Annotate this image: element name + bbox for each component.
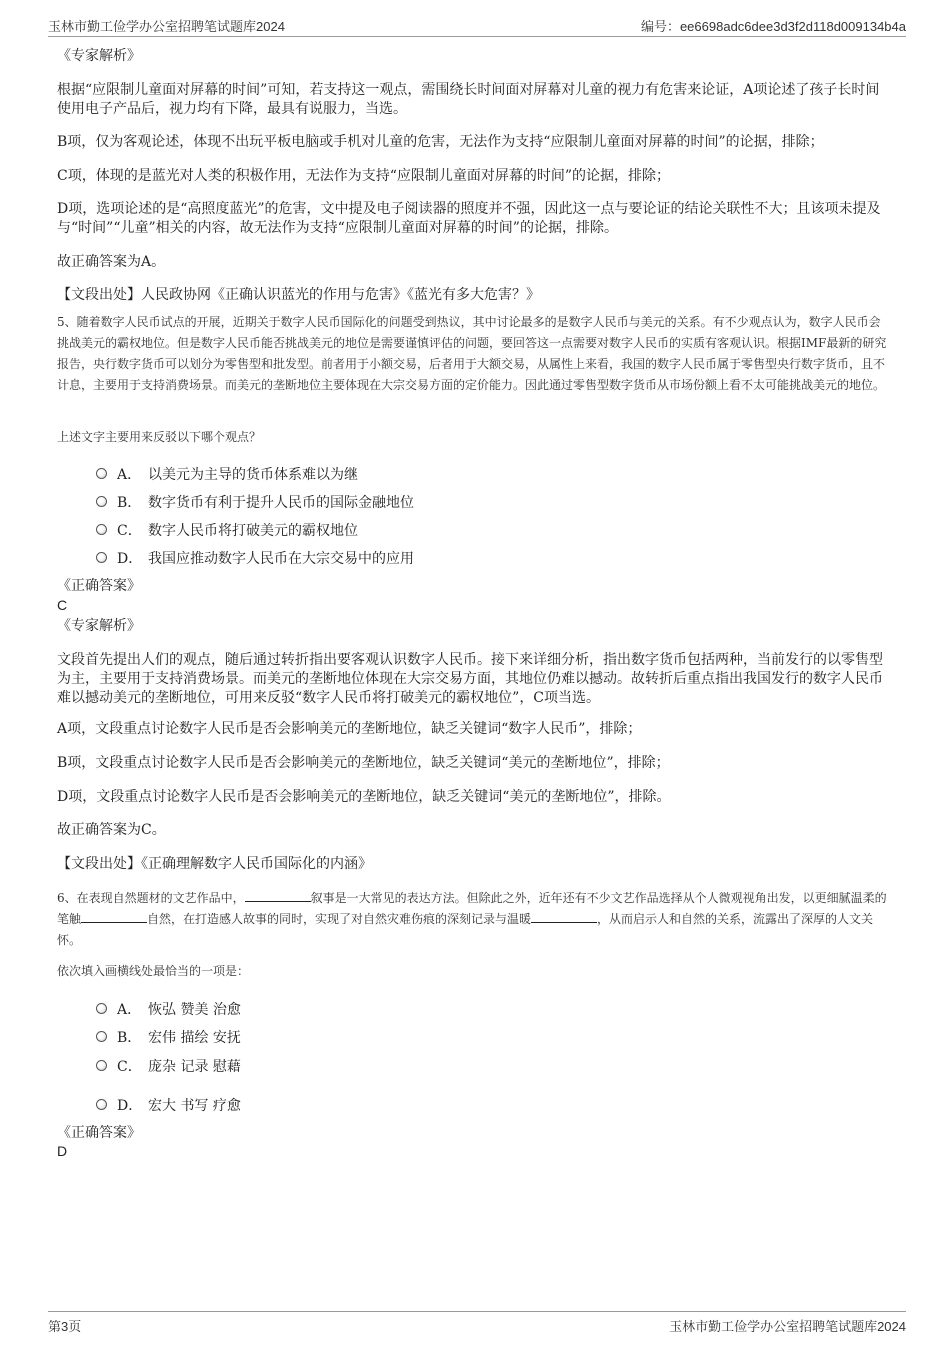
q5-analysis-para-1: 文段首先提出人们的观点，随后通过转折指出要客观认识数字人民币。接下来详细分析，指出数字货币包括两种，当前发行的以零售型为主，主要用于支持消费场景。而美元的垄断地位体现在大宗交易方面，其地位仍难以撼动。故转折后重点指出我国发行的数字人民币难以撼动美元的垄断地位，可用来反驳“数字人民币将打破美元的霸权地位”，C项当选。 <box>57 652 883 706</box>
q5-option-a[interactable]: A． 以美元为主导的货币体系难以为继 <box>96 462 856 484</box>
q4-expert-title: 《专家解析》 <box>57 48 141 64</box>
fill-blank-1[interactable] <box>245 889 311 902</box>
q5-question: 上述文字主要用来反驳以下哪个观点？ <box>57 430 262 444</box>
radio-icon[interactable] <box>96 1031 107 1042</box>
radio-icon[interactable] <box>96 1060 107 1071</box>
q4-analysis-para-2: B项，仅为客观论述，体现不出玩平板电脑或手机对儿童的危害，无法作为支持“应限制儿童面对屏幕的时间”的论据，排除； <box>57 134 824 150</box>
q4-source: 【文段出处】人民政协网《正确认识蓝光的作用与危害》《蓝光有多大危害？》 <box>57 287 540 303</box>
q6-option-b[interactable]: B． 宏伟 描绘 安抚 <box>96 1025 856 1047</box>
footer-title: 玉林市勤工俭学办公室招聘笔试题库2024 <box>669 1319 906 1334</box>
q4-conclusion: 故正确答案为A。 <box>57 254 166 270</box>
page-number: 第3页 <box>48 1319 82 1334</box>
radio-icon[interactable] <box>96 552 107 563</box>
q5-analysis-para-2: A项，文段重点讨论数字人民币是否会影响美元的垄断地位，缺乏关键词“数字人民币”，排除； <box>57 721 642 737</box>
fill-blank-2[interactable] <box>81 910 147 923</box>
q6-stem: 6、在表现自然题材的文艺作品中， 叙事是一大常见的表达方法。但除此之外，近年还有不少文艺作品选择从个人微观视角出发，以更细腻温柔的笔触 自然，在打造感人故事的同时，实现了对自然灾难伤痕的深刻记录与温暖 ，从而启示人和自然的关系，流露出了深厚的人文关怀。 <box>57 891 887 947</box>
q6-option-a[interactable]: A． 恢弘 赞美 治愈 <box>96 997 856 1019</box>
header-title: 玉林市勤工俭学办公室招聘笔试题库2024 <box>48 19 285 34</box>
radio-icon[interactable] <box>96 468 107 479</box>
page-header <box>48 14 906 37</box>
page-footer <box>48 1311 906 1336</box>
q4-analysis-para-4: D项，选项论述的是“高照度蓝光”的危害，文中提及电子阅读器的照度并不强，因此这一点与要论证的结论关联性不大；且该项未提及与“时间”“儿童”相关的内容，故无法作为支持“应限制儿童面对屏幕的时间”的论据，排除。 <box>57 201 881 236</box>
q5-conclusion: 故正确答案为C。 <box>57 822 166 838</box>
q5-option-c[interactable]: C． 数字人民币将打破美元的霸权地位 <box>96 518 856 540</box>
q4-analysis-para-3: C项，体现的是蓝光对人类的积极作用，无法作为支持“应限制儿童面对屏幕的时间”的论据，排除； <box>57 168 671 184</box>
q5-option-d[interactable]: D． 我国应推动数字人民币在大宗交易中的应用 <box>96 546 856 568</box>
q5-answer: C <box>57 597 68 613</box>
radio-icon[interactable] <box>96 1099 107 1110</box>
q5-analysis-para-3: B项，文段重点讨论数字人民币是否会影响美元的垄断地位，缺乏关键词“美元的垄断地位”，排除； <box>57 755 670 771</box>
q5-answer-title: 《正确答案》 <box>57 578 141 594</box>
q6-question: 依次填入画横线处最恰当的一项是： <box>57 964 250 978</box>
radio-icon[interactable] <box>96 524 107 535</box>
radio-icon[interactable] <box>96 496 107 507</box>
q6-answer-title: 《正确答案》 <box>57 1125 141 1141</box>
q6-answer: D <box>57 1143 68 1159</box>
q6-option-c[interactable]: C． 庞杂 记录 慰藉 <box>96 1054 856 1076</box>
q6-option-d[interactable]: D． 宏大 书写 疗愈 <box>96 1093 856 1115</box>
fill-blank-3[interactable] <box>531 910 597 923</box>
q5-option-b[interactable]: B． 数字货币有利于提升人民币的国际金融地位 <box>96 490 856 512</box>
q5-expert-title: 《专家解析》 <box>57 618 141 634</box>
q5-source: 【文段出处】《正确理解数字人民币国际化的内涵》 <box>57 856 372 872</box>
radio-icon[interactable] <box>96 1003 107 1014</box>
header-doc-id: 编号：ee6698adc6dee3d3f2d118d009134b4a <box>640 19 906 34</box>
q5-analysis-para-4: D项，文段重点讨论数字人民币是否会影响美元的垄断地位，缺乏关键词“美元的垄断地位”，排除。 <box>57 789 671 805</box>
q5-stem: 5、随着数字人民币试点的开展，近期关于数字人民币国际化的问题受到热议，其中讨论最多的是数字人民币与美元的关系。有不少观点认为，数字人民币会挑战美元的霸权地位。但是数字人民币能否挑战美元的地位是需要谨慎评估的问题，要回答这一点需要对数字人民币的实质有客观认识。根据IMF最新的研究报告，央行数字货币可以划分为零售型和批发型。前者用于小额交易，后者用于大额交易，从属性上来看，我国的数字人民币属于零售型央行数字货币，且不计息，主要用于支持消费场景。而美元的垄断地位主要体现在大宗交易方面的定价能力。因此通过零售型数字货币从市场份额上看不太可能挑战美元的地位。 <box>57 315 887 392</box>
q4-analysis-para-1: 根据“应限制儿童面对屏幕的时间”可知，若支持这一观点，需围绕长时间面对屏幕对儿童的视力有危害来论证，A项论述了孩子长时间使用电子产品后，视力均有下降，最具有说服力，当选。 <box>57 82 880 117</box>
